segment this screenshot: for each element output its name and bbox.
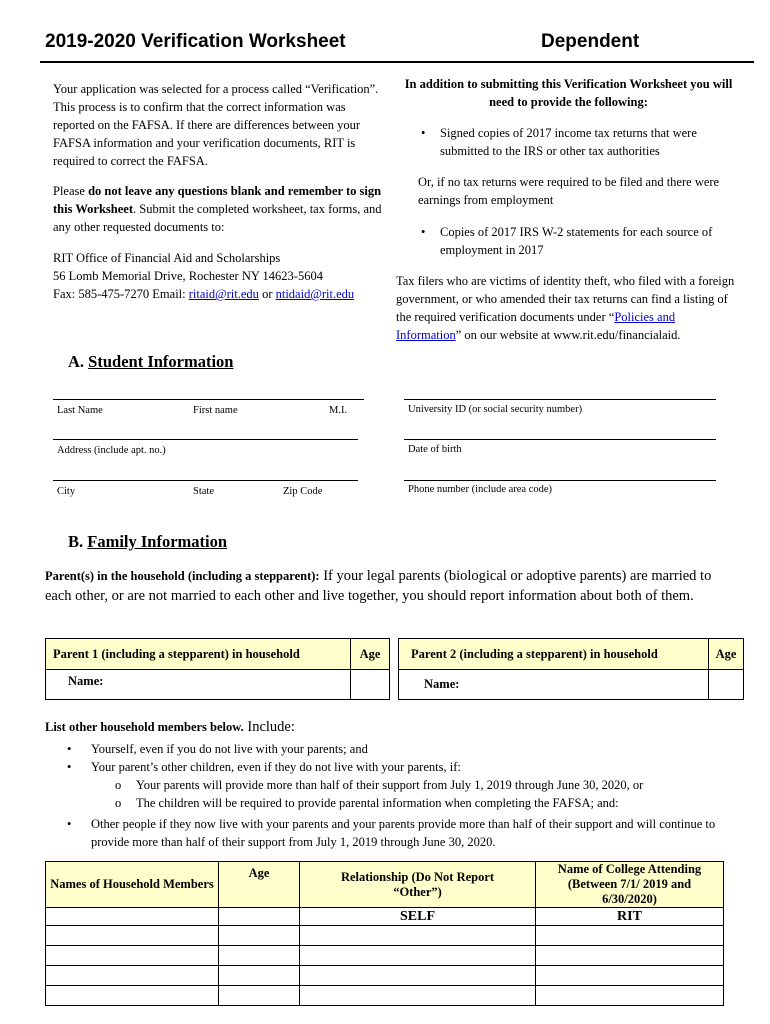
- instructions-bold: do not leave any questions blank and remember to sign this Worksheet: [53, 184, 382, 216]
- criteria-subitem: o The children will be required to provide parental information when completing the FAFSA; and:: [115, 796, 619, 810]
- member-age-cell[interactable]: [219, 946, 300, 966]
- member-relationship-cell[interactable]: [300, 926, 536, 946]
- member-name-cell[interactable]: [46, 966, 219, 986]
- criteria-subitem: o Your parents will provide more than half of their support from July 1, 2019 through June 30, 2020, or: [115, 778, 644, 792]
- list-heading-text: Include:: [243, 719, 295, 735]
- parent2-age-field[interactable]: [709, 670, 744, 700]
- parent1-header: Parent 1 (including a stepparent) in household: [46, 639, 351, 670]
- identity-text-a: Tax filers who are victims of identity theft, who filed with a foreign government, or who amended their tax returns can find a listing of the required verification documents under “: [396, 274, 735, 324]
- address-label: Address (include apt. no.): [57, 445, 166, 456]
- city-label: City: [57, 486, 76, 497]
- email-link-ritaid[interactable]: ritaid@rit.edu: [188, 287, 259, 301]
- member-name-cell[interactable]: [46, 908, 219, 926]
- criteria-item: • Yourself, even if you do not live with your parents; and: [67, 742, 368, 756]
- parent1-name-field[interactable]: [46, 670, 351, 700]
- university-id-label: University ID (or social security number): [408, 404, 583, 415]
- requirements-list-1: [396, 124, 726, 160]
- office-street: 56 Lomb Memorial Drive, Rochester NY 14623-5604: [53, 269, 323, 283]
- member-relationship-cell[interactable]: [300, 986, 536, 1006]
- parent1-name-label: Name:: [68, 674, 104, 688]
- member-age-cell[interactable]: [219, 908, 300, 926]
- requirements-heading: In addition to submitting this Verification Worksheet you will need to provide the following:: [404, 77, 733, 109]
- policies-link[interactable]: Policies and Information: [396, 310, 676, 342]
- section-b-letter: B.: [68, 532, 88, 551]
- worksheet-title: 2019-2020 Verification Worksheet: [45, 31, 346, 52]
- parent2-age-header: Age: [709, 639, 744, 670]
- member-relationship-cell[interactable]: SELF: [300, 908, 536, 926]
- intro-instructions: [53, 182, 383, 236]
- university-id-line[interactable]: [404, 399, 716, 400]
- dob-label: Date of birth: [408, 444, 462, 455]
- table-row: [46, 908, 724, 926]
- phone-line[interactable]: [404, 480, 716, 481]
- age-column-header: Age: [219, 862, 300, 908]
- phone-label: Phone number (include area code): [408, 484, 553, 495]
- household-members-table: [45, 861, 724, 1006]
- list-heading-bold: List other household members below.: [45, 720, 244, 734]
- requirements-or-text: Or, if no tax returns were required to be filed and there were earnings from employment: [418, 175, 720, 207]
- section-a-letter: A.: [68, 352, 89, 371]
- criteria-item: • Other people if they now live with your parents and your parents provide more than half of their support and will continue to provide more than half of their support from July 1, 2019 through June 30, 2020.: [67, 817, 716, 849]
- zip-label: Zip Code: [283, 486, 323, 497]
- instructions-text-b: . Submit the completed worksheet, tax forms, and any other requested documents to:: [53, 202, 382, 234]
- section-a-title: Student Information: [88, 352, 234, 371]
- parent1-table: [45, 638, 390, 700]
- email-link-ntidaid[interactable]: ntidaid@rit.edu: [275, 287, 355, 301]
- list-heading: [45, 719, 295, 736]
- office-name: RIT Office of Financial Aid and Scholarships: [53, 251, 281, 265]
- parent2-header: Parent 2 (including a stepparent) in household: [399, 639, 709, 670]
- table-row: [46, 986, 724, 1006]
- office-address: [53, 249, 393, 303]
- criteria-item: • Your parent’s other children, even if they do not live with your parents, if:: [67, 760, 461, 774]
- section-a-heading: [68, 352, 233, 372]
- criteria-subtext: Your parents will provide more than half of their support from July 1, 2019 through June 30, 2020, or: [136, 778, 644, 792]
- instructions-text-a: Please: [53, 184, 89, 198]
- member-relationship-cell[interactable]: [300, 946, 536, 966]
- parent2-name-label: Name:: [424, 677, 460, 691]
- intro-left-paragraph: Your application was selected for a process called “Verification”. This process is to confirm that the correct information was reported on the FAFSA. If there are differences between your FAFSA information and your verification documents, RIT is required to correct the FAFSA.: [53, 82, 379, 168]
- household-criteria: [45, 740, 735, 851]
- member-age-cell[interactable]: [219, 966, 300, 986]
- requirement-tax-returns: • Signed copies of 2017 income tax returns that were submitted to the IRS or other tax authorities: [396, 124, 726, 160]
- or-text: or: [258, 287, 276, 301]
- parents-intro: [45, 566, 725, 606]
- state-label: State: [193, 486, 214, 497]
- name-line[interactable]: [53, 399, 364, 400]
- member-age-cell[interactable]: [219, 986, 300, 1006]
- parent1-age-field[interactable]: [351, 670, 390, 700]
- office-contact: [53, 285, 393, 303]
- parents-intro-bold: Parent(s) in the household (including a stepparent):: [45, 569, 320, 583]
- worksheet-type: Dependent: [541, 31, 640, 52]
- member-name-cell[interactable]: [46, 986, 219, 1006]
- parent1-age-header: Age: [351, 639, 390, 670]
- criteria-text: Yourself, even if you do not live with your parents; and: [91, 742, 368, 756]
- parent2-name-field[interactable]: [399, 670, 709, 700]
- fax-text: Fax: 585-475-7270 Email:: [53, 287, 189, 301]
- requirement-w2: • Copies of 2017 IRS W-2 statements for each source of employment in 2017: [396, 223, 726, 259]
- member-college-cell[interactable]: RIT: [536, 908, 724, 926]
- table-row: [46, 946, 724, 966]
- member-college-cell[interactable]: [536, 926, 724, 946]
- last-name-label: Last Name: [57, 405, 103, 416]
- member-relationship-cell[interactable]: [300, 966, 536, 986]
- header-rule: [40, 61, 754, 63]
- address-line[interactable]: [53, 439, 358, 440]
- requirements-list-2: [396, 223, 726, 259]
- parent2-table: [398, 638, 744, 700]
- member-college-cell[interactable]: [536, 966, 724, 986]
- household-table-header: [46, 862, 724, 908]
- relationship-column-header: Relationship (Do Not Report “Other”): [300, 862, 536, 908]
- member-age-cell[interactable]: [219, 926, 300, 946]
- criteria-text: Other people if they now live with your parents and your parents provide more than half of their support and will continue to provide more than half of their support from July 1, 2019 through June 30, 2020.: [91, 817, 716, 849]
- table-row: [46, 926, 724, 946]
- section-b-heading: [68, 532, 227, 552]
- college-column-header: Name of College Attending (Between 7/1/ 2019 and 6/30/2020): [536, 862, 724, 908]
- names-column-header: Names of Household Members: [46, 862, 219, 908]
- member-name-cell[interactable]: [46, 946, 219, 966]
- dob-line[interactable]: [404, 439, 716, 440]
- city-state-zip-line[interactable]: [53, 480, 358, 481]
- parents-intro-text: If your legal parents (biological or adoptive parents) are married to each other, or are not married to each other and live together, you should report information about both of them.: [45, 568, 712, 604]
- member-college-cell[interactable]: [536, 946, 724, 966]
- identity-text-b: ” on our website at www.rit.edu/financialaid.: [455, 328, 681, 342]
- criteria-subtext: The children will be required to provide parental information when completing the FAFSA; and:: [136, 796, 619, 810]
- table-row: [46, 966, 724, 986]
- identity-theft-paragraph: [396, 272, 741, 344]
- mi-label: M.I.: [329, 405, 348, 416]
- member-name-cell[interactable]: [46, 926, 219, 946]
- member-college-cell[interactable]: [536, 986, 724, 1006]
- first-name-label: First name: [193, 405, 238, 416]
- criteria-text: Your parent’s other children, even if they do not live with your parents, if:: [91, 760, 461, 774]
- section-b-title: Family Information: [87, 532, 228, 551]
